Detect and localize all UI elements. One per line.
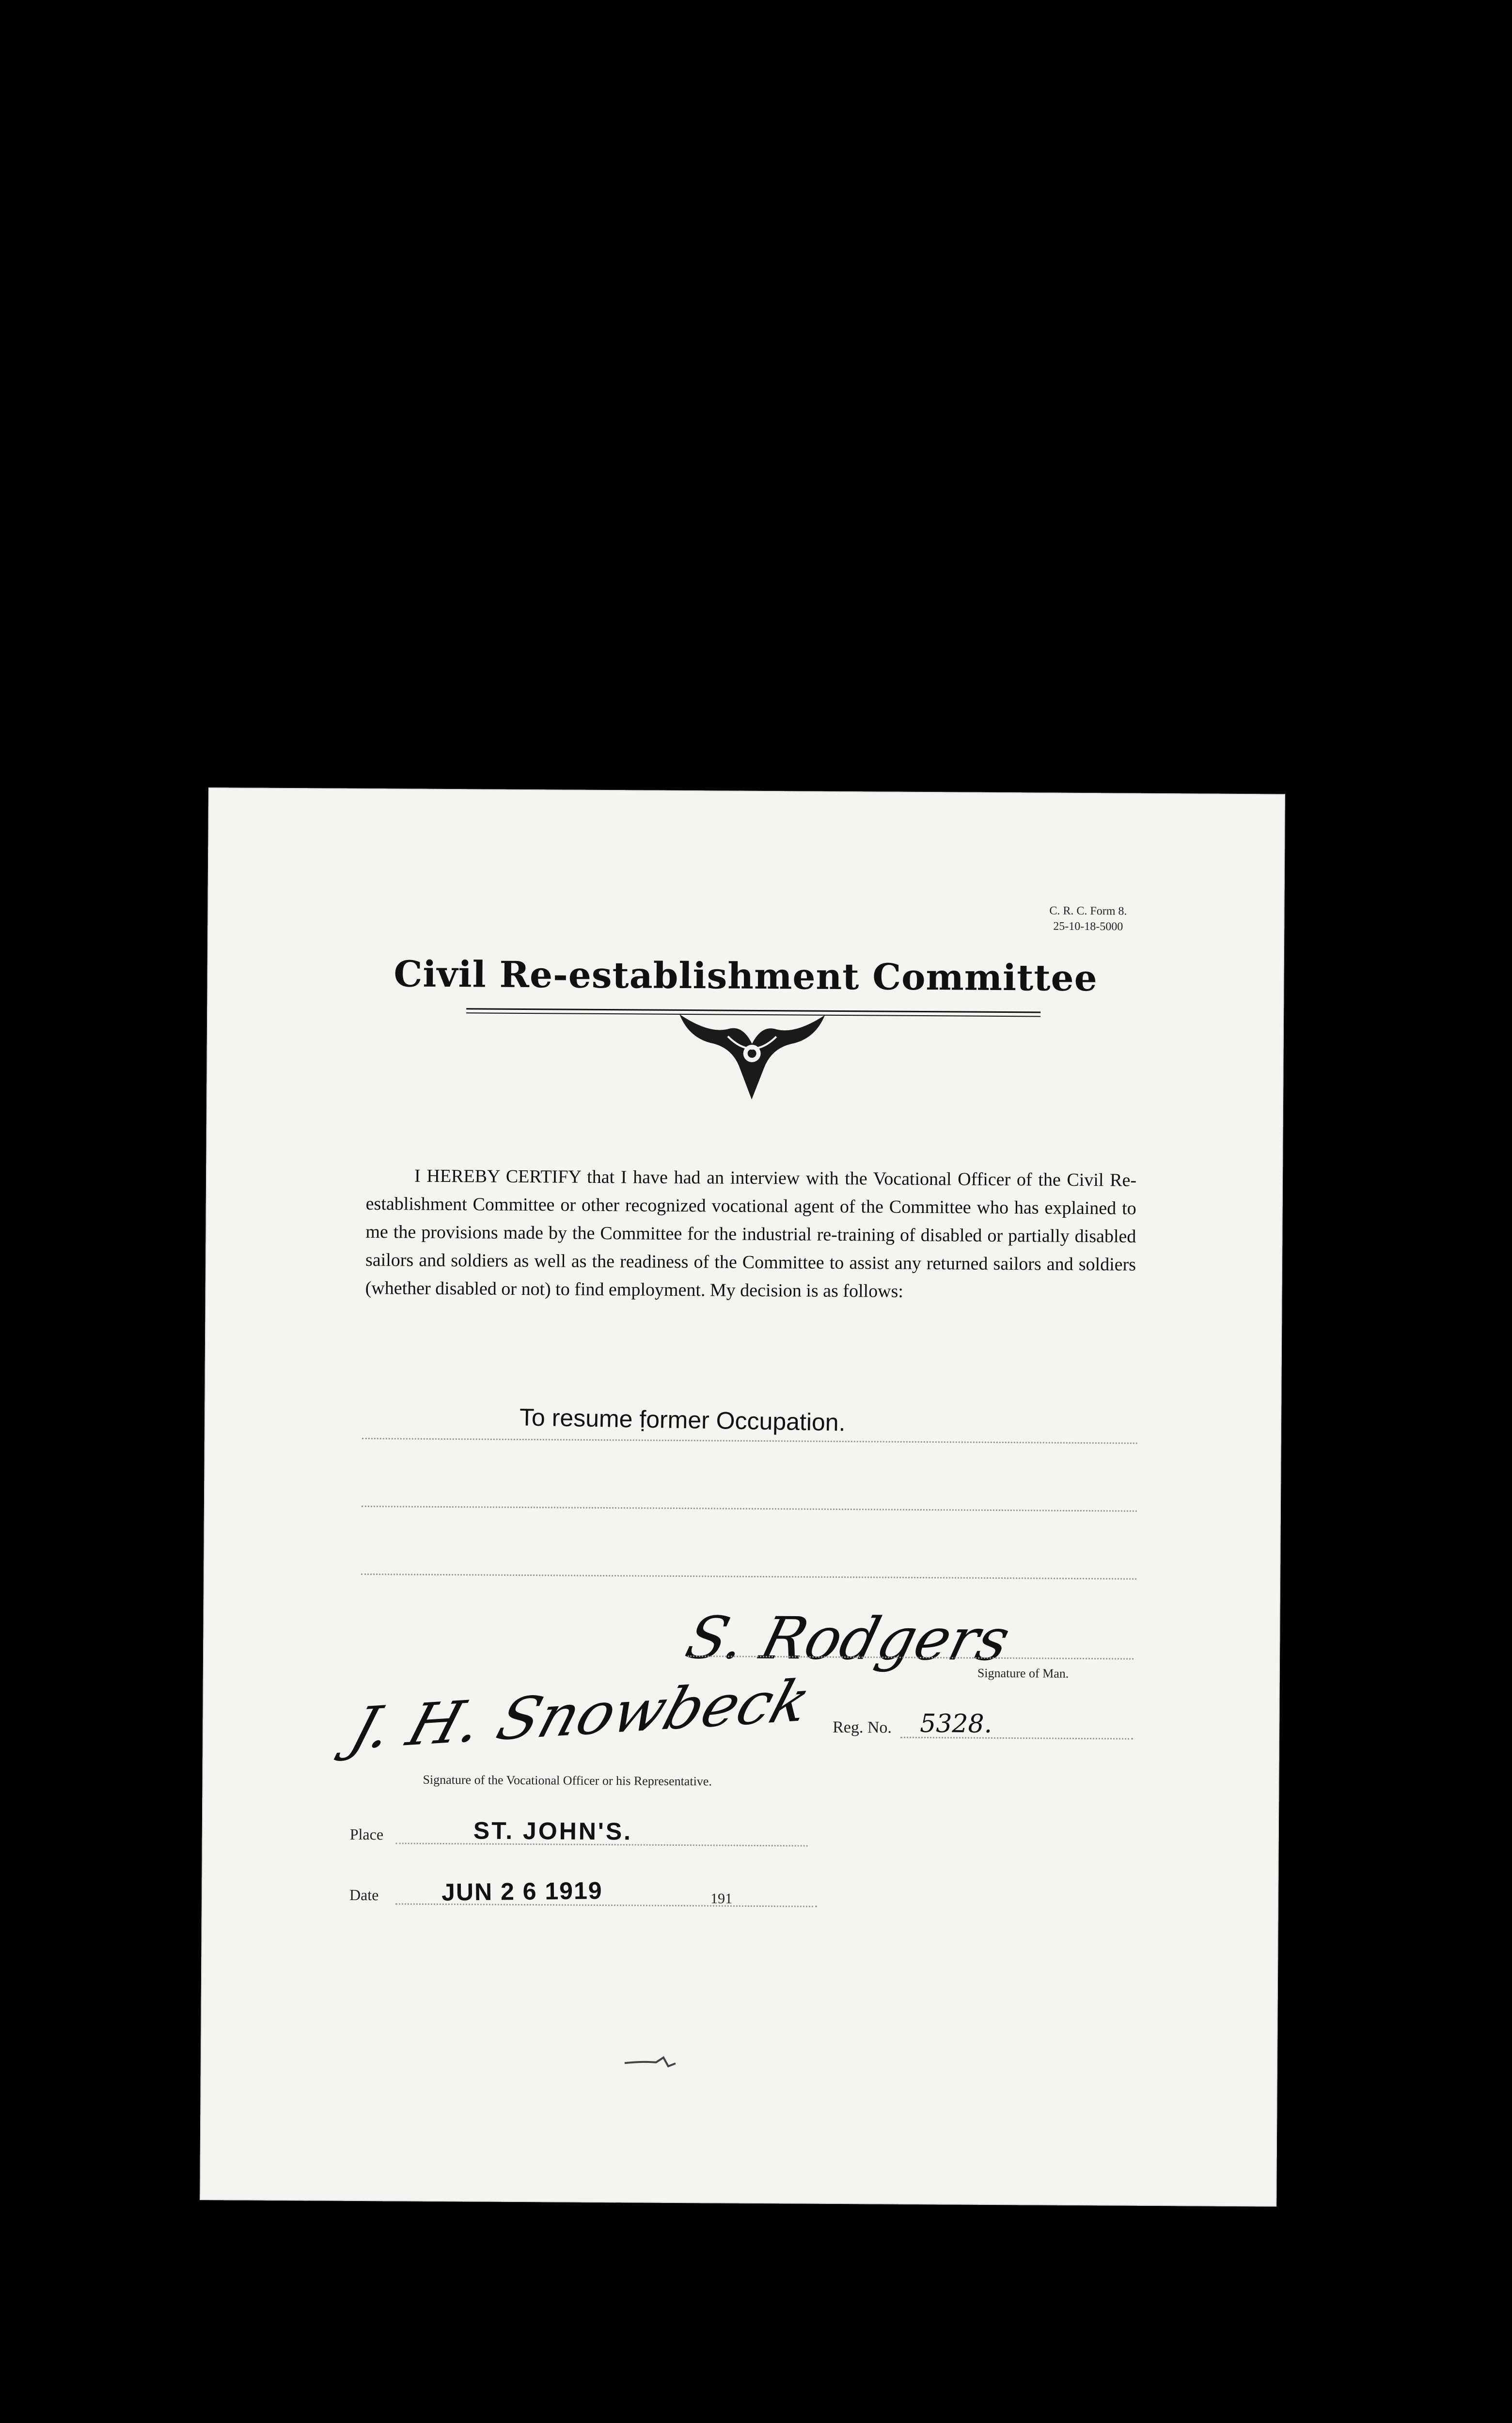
place-label: Place [349, 1825, 384, 1843]
smudge-mark [622, 2052, 690, 2072]
decision-entry: To resume f̣ormer Occupation. [519, 1403, 846, 1436]
place-value: ST. JOHN'S. [473, 1817, 633, 1845]
date-label: Date [349, 1886, 379, 1904]
certificate-form [200, 787, 1285, 2207]
decision-line-1 [362, 1438, 1137, 1444]
form-number-line1: C. R. C. Form 8. [1049, 904, 1127, 918]
decision-line-3 [361, 1573, 1136, 1580]
reg-no-line [900, 1737, 1133, 1740]
certification-text: I HEREBY CERTIFY that I have had an interview with the Vocational Officer of the Civil Re-establishment Committee or other recognized vocational agent of the Committee who has explained to me the provisions made by the Committee for the industrial re-training of disabled or partially disabled sailors and soldiers as well as the readiness of the Committee to assist any returned sailors and soldiers (whether disabled or not) to find employment. My decision is as follows: [365, 1165, 1137, 1302]
officer-signature-label: Signature of the Vocational Officer or his Representative. [423, 1772, 712, 1789]
reg-no-value: 5328. [920, 1709, 992, 1739]
committee-title: Civil Re-establishment Committee [394, 953, 1098, 1000]
form-number [1049, 903, 1127, 935]
year-suffix: 191 [710, 1890, 733, 1907]
decision-line-2 [362, 1506, 1137, 1512]
form-number-line2: 25-10-18-5000 [1053, 920, 1123, 933]
officer-signature: J. H. Snowbeck [342, 1667, 819, 1763]
signature-of-man-label: Signature of Man. [977, 1666, 1069, 1681]
date-stamp: JUN 2 6 1919 [441, 1877, 603, 1906]
reg-no-label: Reg. No. [833, 1718, 892, 1737]
signature-of-man: S. Rodgers [679, 1605, 1017, 1674]
ornament-icon [669, 1014, 835, 1102]
